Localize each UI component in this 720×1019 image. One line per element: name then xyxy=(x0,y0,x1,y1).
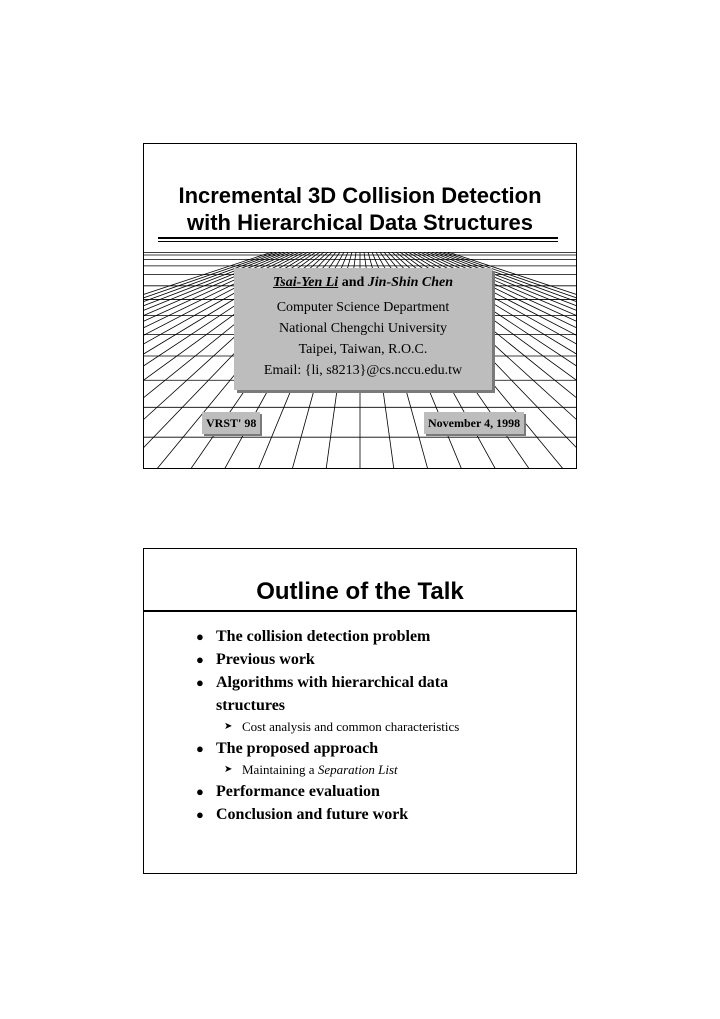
conference-tag: VRST' 98 xyxy=(202,412,260,434)
outline-list xyxy=(196,625,516,826)
list-item: ● The collision detection problem xyxy=(196,625,516,648)
title-rule-thin xyxy=(158,241,558,242)
affiliation-university: National Chengchi University xyxy=(279,321,447,336)
list-item: ● Performance evaluation xyxy=(196,780,516,803)
slide-title: Outline of the Talk xyxy=(256,578,464,605)
affiliation-email: Email: {li, s8213}@cs.nccu.edu.tw xyxy=(263,363,463,378)
outline-slide xyxy=(143,548,577,874)
title-line-2: with Hierarchical Data Structures xyxy=(186,210,533,235)
affiliation-department: Computer Science Department xyxy=(276,300,450,315)
list-item: ● The proposed approach xyxy=(196,737,516,760)
author-line xyxy=(234,274,492,292)
arrowhead-bullet-icon: ➤ xyxy=(224,721,233,732)
author-conjunction: and xyxy=(341,275,365,290)
title-rule xyxy=(144,610,576,612)
arrowhead-bullet-icon: ➤ xyxy=(224,764,233,775)
slide-title xyxy=(144,182,576,236)
author-2: Jin-Shin Chen xyxy=(367,275,453,290)
title-rule xyxy=(158,237,558,239)
list-item: ● Previous work xyxy=(196,648,516,671)
title-slide xyxy=(143,143,577,469)
author-1: Tsai-Yen Li xyxy=(272,275,339,290)
title-line-1: Incremental 3D Collision Detection xyxy=(178,183,542,208)
affiliation-location: Taipei, Taiwan, R.O.C. xyxy=(298,342,428,357)
sub-list-item: ➤ Maintaining a Separation List xyxy=(196,760,516,780)
date-tag: November 4, 1998 xyxy=(424,412,524,434)
author-box xyxy=(234,268,492,390)
list-item: ● Conclusion and future work xyxy=(196,803,516,826)
list-item: ● Algorithms with hierarchical data structures xyxy=(196,671,516,717)
sub-list-item: ➤ Cost analysis and common characteristics xyxy=(196,717,516,737)
